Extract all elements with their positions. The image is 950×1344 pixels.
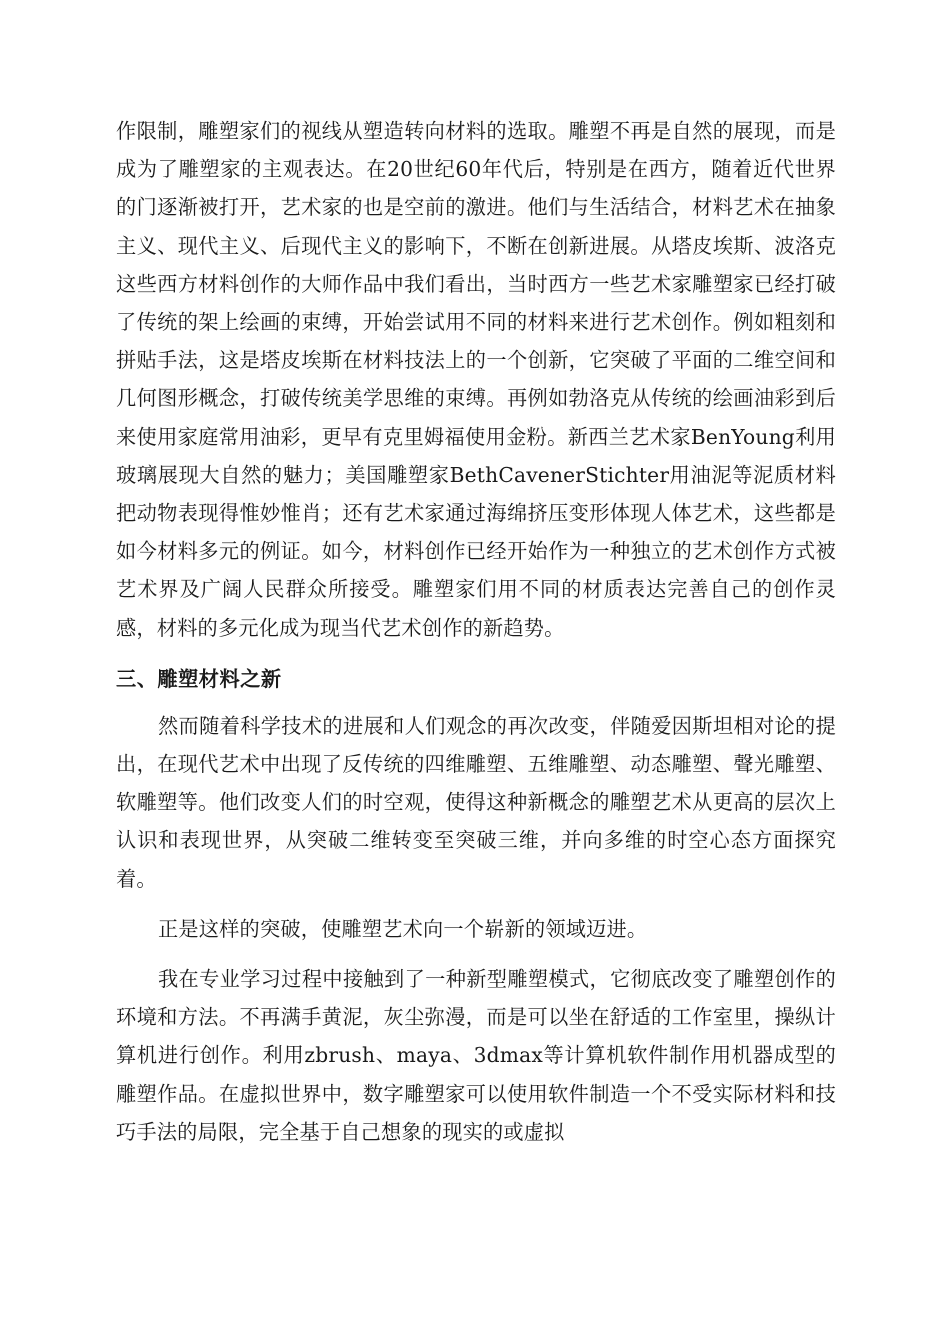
body-paragraph: 我在专业学习过程中接触到了一种新型雕塑模式，它彻底改变了雕塑创作的环境和方法。不再满手黄泥，灰尘弥漫，而是可以坐在舒适的工作室里，操纵计算机进行创作。利用zbrush、maya、3dmax等计算机软件制作用机器成型的雕塑作品。在虚拟世界中，数字雕塑家可以使用软件制造一个不受实际材料和技巧手法的局限，完全基于自己想象的现实的或虚拟	[116, 967, 836, 1144]
section-heading: 三、雕塑材料之新	[116, 666, 282, 691]
body-paragraph: 然而随着科学技术的进展和人们观念的再次改变，伴随爱因斯坦相对论的提出，在现代艺术中出现了反传统的四维雕塑、五维雕塑、动态雕塑、聲光雕塑、软雕塑等。他们改变人们的时空观，使得这种新概念的雕塑艺术从更高的层次上认识和表现世界，从突破二维转变至突破三维，并向多维的时空心态方面探究着。	[116, 713, 836, 891]
body-paragraph: 正是这样的突破，使雕塑艺术向一个崭新的领域迈进。	[158, 916, 648, 941]
document-page	[116, 112, 836, 1151]
body-paragraph-continuation: 作限制，雕塑家们的视线从塑造转向材料的选取。雕塑不再是自然的展现，而是成为了雕塑家的主观表达。在20世纪60年代后，特别是在西方，随着近代世界的门逐渐被打开，艺术家的也是空前的激进。他们与生活结合，材料艺术在抽象主义、现代主义、后现代主义的影响下，不断在创新进展。从塔皮埃斯、波洛克这些西方材料创作的大师作品中我们看出，当时西方一些艺术家雕塑家已经打破了传统的架上绘画的束缚，开始尝试用不同的材料来进行艺术创作。例如粗刻和拼贴手法，这是塔皮埃斯在材料技法上的一个创新，它突破了平面的二维空间和几何图形概念，打破传统美学思维的束缚。再例如勃洛克从传统的绘画油彩到后来使用家庭常用油彩，更早有克里姆福使用金粉。新西兰艺术家BenYoung利用玻璃展现大自然的魅力；美国雕塑家BethCavenerStichter用油泥等泥质材料把动物表现得惟妙惟肖；还有艺术家通过海绵挤压变形体现人体艺术，这些都是如今材料多元的例证。如今，材料创作已经开始作为一种独立的艺术创作方式被艺术界及广阔人民群众所接受。雕塑家们用不同的材质表达完善自己的创作灵感，材料的多元化成为现当代艺术创作的新趋势。	[116, 119, 836, 640]
